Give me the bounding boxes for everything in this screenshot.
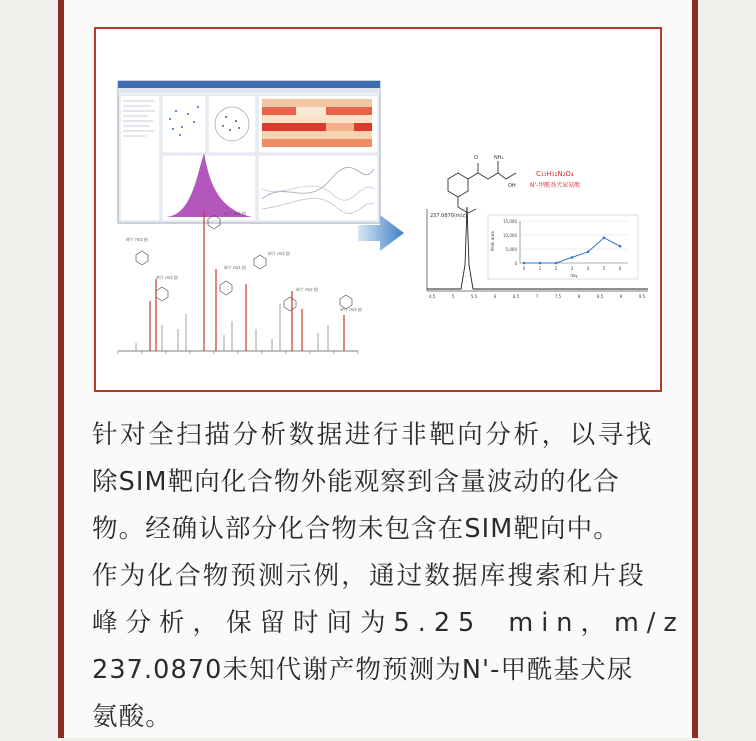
chrom-x-tick: 8.5 bbox=[596, 294, 604, 299]
paragraph-line bbox=[92, 412, 666, 459]
right-frame-border bbox=[692, 0, 698, 738]
paragraph-line-text: 237.0870未知代谢产物预测为N'-甲酰基犬尿 bbox=[92, 655, 634, 685]
inset-y-axis-label: Peak area bbox=[490, 231, 495, 251]
inset-data-point bbox=[619, 245, 622, 248]
inset-x-tick: 2 bbox=[554, 266, 558, 271]
chrom-x-tick: 7 bbox=[535, 294, 539, 299]
compound-name-label: N'-甲酰基犬尿氨酸 bbox=[530, 182, 581, 189]
inset-data-point bbox=[571, 256, 574, 259]
inset-data-point bbox=[539, 262, 542, 265]
inset-x-tick: 4 bbox=[586, 266, 590, 271]
paragraph-line bbox=[92, 553, 666, 600]
chrom-x-tick: 4.5 bbox=[428, 294, 436, 299]
paragraph bbox=[92, 412, 685, 741]
inset-data-point bbox=[523, 262, 526, 265]
paragraph-line bbox=[92, 647, 666, 694]
chromatogram-label: 237.0870(m/z) bbox=[430, 213, 467, 219]
paragraph-line-text: 作为化合物预测示例，通过数据库搜索和片段 bbox=[92, 561, 647, 591]
mass-spectrum bbox=[118, 210, 362, 354]
inset-y-tick: 15,000 bbox=[503, 219, 517, 224]
svg-text:O: O bbox=[474, 155, 478, 161]
ms-annotation-2: 碎片 m/z 值 bbox=[126, 237, 148, 242]
inset-x-tick: 3 bbox=[570, 266, 574, 271]
paragraph-line bbox=[92, 600, 685, 647]
inset-y-tick: 5,000 bbox=[505, 247, 517, 252]
paragraph-line-text: 氨酸。 bbox=[92, 702, 172, 732]
paragraph-line bbox=[92, 694, 666, 741]
chrom-x-tick: 9 bbox=[619, 294, 623, 299]
inset-x-tick: 6 bbox=[618, 266, 622, 271]
inset-x-axis-label: day bbox=[570, 273, 578, 278]
inset-data-point bbox=[587, 251, 590, 254]
compound-formula: C₁₁H₁₂N₂O₄ bbox=[536, 170, 574, 178]
chrom-x-tick: 8 bbox=[577, 294, 581, 299]
paragraph-line-text: 物。经确认部分化合物未包含在SIM靶向中。 bbox=[92, 514, 620, 544]
svg-text:OH: OH bbox=[508, 183, 516, 189]
inset-x-tick: 1 bbox=[538, 266, 542, 271]
figure-box bbox=[94, 27, 662, 392]
paragraph-line bbox=[92, 506, 666, 553]
chrom-x-tick: 6 bbox=[493, 294, 497, 299]
chrom-x-tick: 5.5 bbox=[470, 294, 478, 299]
workflow-figure bbox=[96, 29, 660, 390]
paragraph-line-text: 除SIM靶向化合物外能观察到含量波动的化合 bbox=[92, 467, 620, 497]
chrom-x-tick: 5 bbox=[451, 294, 455, 299]
software-screenshot bbox=[118, 81, 380, 223]
inset-x-tick: 5 bbox=[602, 266, 606, 271]
ms-annotation-6: 碎片 m/z 值 bbox=[296, 287, 318, 292]
inset-y-tick: 10,000 bbox=[503, 233, 517, 238]
paragraph-line-text: 针对全扫描分析数据进行非靶向分析，以寻找 bbox=[92, 420, 655, 450]
svg-text:NH₂: NH₂ bbox=[494, 155, 504, 161]
ms-annotation-7: 碎片 m/z 值 bbox=[340, 307, 362, 312]
chrom-x-tick: 9.5 bbox=[638, 294, 646, 299]
molecule-structure bbox=[448, 161, 516, 213]
inset-y-tick: 0 bbox=[514, 261, 517, 266]
ms-annotation-3: 碎片 m/z 值 bbox=[156, 275, 178, 280]
paragraph-line-text: 峰分析，保留时间为5.25 min，m/z bbox=[92, 608, 685, 638]
ms-annotation-5: 碎片 m/z 值 bbox=[268, 251, 290, 256]
chrom-x-tick: 7.5 bbox=[554, 294, 562, 299]
inset-x-tick: 0 bbox=[522, 266, 526, 271]
inset-data-point bbox=[555, 262, 558, 265]
ms-annotation-4: 碎片 m/z 值 bbox=[224, 265, 246, 270]
inset-line-chart bbox=[488, 215, 638, 279]
chrom-x-tick: 6.5 bbox=[512, 294, 520, 299]
inset-data-point bbox=[603, 237, 606, 240]
heatmap bbox=[262, 99, 372, 147]
paragraph-line bbox=[92, 459, 666, 506]
ms-annotation-1: 碎片 m/z 值 bbox=[224, 211, 246, 216]
